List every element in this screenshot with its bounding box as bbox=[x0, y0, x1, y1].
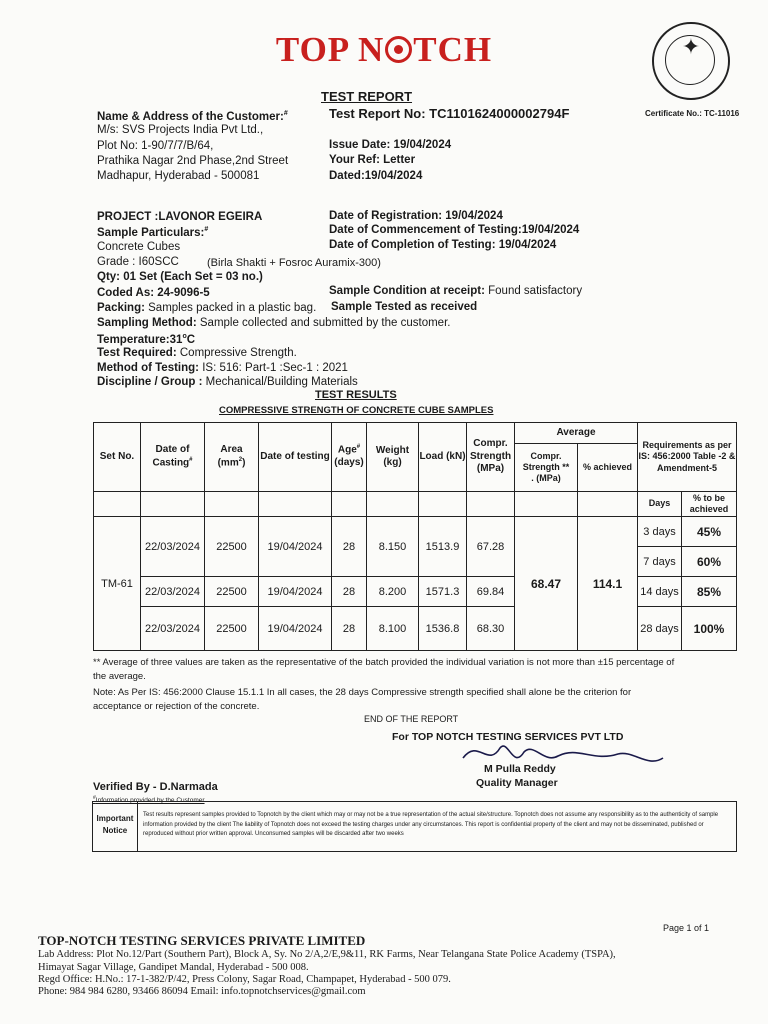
row-weight: 8.150 bbox=[367, 517, 419, 577]
notice-text: Test results represent samples provided to Topnotch by the client which may or may not be a true representation of the actual site/structure. Topnotch does not assume any responsibility as to the authenticity of sample information provided by the client The liability of Topnotch does not exceed the testing charges under any circumstances. This report is confidential property of the client and may not be disseminated, published or reproduced without prior written approval. Unconsumed samples will be discarded after two weeks bbox=[143, 812, 719, 837]
average-note: ** Average of three values are taken as the representative of the batch provided the individual variation is not more than ±15 percentage of bbox=[93, 657, 675, 668]
req-days: 7 days bbox=[638, 547, 682, 577]
note-line-2: acceptance or rejection of the concrete. bbox=[93, 701, 260, 712]
results-subheading: COMPRESSIVE STRENGTH OF CONCRETE CUBE SAMPLES bbox=[219, 405, 494, 416]
req-pct: 85% bbox=[682, 577, 737, 607]
customer-line: Madhapur, Hyderabad - 500081 bbox=[97, 170, 260, 182]
row-load: 1513.9 bbox=[419, 517, 467, 577]
date-completion: Date of Completion of Testing: 19/04/2024 bbox=[329, 239, 557, 251]
row-casting: 22/03/2024 bbox=[141, 577, 205, 607]
customer-line: Plot No: 1-90/7/7/B/64, bbox=[97, 140, 214, 152]
footer-contact: Phone: 984 984 6280, 93466 86094 Email: info.topnotchservices@gmail.com bbox=[38, 986, 366, 997]
header-area: Area $(mm^2)$ bbox=[205, 423, 259, 492]
method-of-testing: Method of Testing: IS: 516: Part-1 :Sec-1 : 2021 bbox=[97, 362, 348, 374]
results-table bbox=[93, 422, 737, 651]
discipline: Discipline / Group : Mechanical/Building Materials bbox=[97, 376, 358, 388]
certificate-number: Certificate No.: TC-11016 bbox=[645, 109, 740, 118]
header-average: Average bbox=[515, 423, 638, 444]
results-heading: TEST RESULTS bbox=[315, 389, 397, 401]
grade-detail: (Birla Shakti + Fosroc Auramix-300) bbox=[207, 257, 381, 269]
packing: Packing: Samples packed in a plastic bag. bbox=[97, 302, 317, 314]
temperature: Temperature:31$^o$C bbox=[97, 333, 196, 346]
header-requirements: Requirements as per IS: 456:2000 Table -2 & Amendment-5 bbox=[638, 423, 737, 492]
row-area: 22500 bbox=[205, 607, 259, 651]
verified-by: Verified By - D.Narmada bbox=[93, 781, 218, 793]
note-line: Note: As Per IS: 456:2000 Clause 15.1.1 In all cases, the 28 days Compressive strength specified shall alone be the criterion for bbox=[93, 687, 632, 698]
row-testing: 19/04/2024 bbox=[259, 577, 332, 607]
report-number: Test Report No: TC1101624000002794F bbox=[329, 106, 570, 121]
row-strength: 69.84 bbox=[467, 577, 515, 607]
header-load: Load (kN) bbox=[419, 423, 467, 492]
customer-line: Prathika Nagar 2nd Phase,2nd Street bbox=[97, 155, 289, 167]
grade: Grade : I60SCC bbox=[97, 256, 179, 268]
date-registration: Date of Registration: 19/04/2024 bbox=[329, 210, 503, 222]
your-ref: Your Ref: Letter bbox=[329, 154, 416, 166]
sample-condition: Sample Condition at receipt: Found satisfactory bbox=[329, 285, 583, 297]
test-required: Test Required: Compressive Strength. bbox=[97, 347, 297, 359]
date-commencement: Date of Commencement of Testing:19/04/2024 bbox=[329, 224, 580, 236]
logo-text-right: TCH bbox=[413, 30, 493, 69]
row-testing: 19/04/2024 bbox=[259, 517, 332, 577]
row-area: 22500 bbox=[205, 577, 259, 607]
req-days: 3 days bbox=[638, 517, 682, 547]
header-age: Age# (days) bbox=[332, 423, 367, 492]
header-avg-strength: Compr. Strength ** . (MPa) bbox=[515, 444, 578, 492]
logo-text-left: TOP N bbox=[275, 30, 385, 69]
info-note: #Information provided by the Customer bbox=[93, 795, 205, 805]
row-age: 28 bbox=[332, 517, 367, 577]
accreditation-seal-icon: ✦ bbox=[652, 22, 730, 100]
row-casting: 22/03/2024 bbox=[141, 607, 205, 651]
average-note-2: the average. bbox=[93, 671, 146, 682]
header-weight: Weight (kg) bbox=[367, 423, 419, 492]
row-strength: 68.30 bbox=[467, 607, 515, 651]
row-weight: 8.200 bbox=[367, 577, 419, 607]
customer-label: Name & Address of the Customer:# bbox=[97, 110, 288, 123]
coded-as: Coded As: 24-9096-5 bbox=[97, 287, 210, 299]
header-days: Days bbox=[638, 492, 682, 517]
sample-tested-as: Sample Tested as received bbox=[331, 301, 478, 313]
row-age: 28 bbox=[332, 577, 367, 607]
row-testing: 19/04/2024 bbox=[259, 607, 332, 651]
footer-lab-address-2: Himayat Sagar Village, Gandipet Mandal, Hyderabad - 500 008. bbox=[38, 962, 309, 973]
important-notice bbox=[92, 801, 737, 852]
customer-line: M/s: SVS Projects India Pvt Ltd., bbox=[97, 124, 264, 136]
ref-dated: Dated:19/04/2024 bbox=[329, 170, 423, 182]
row-area: 22500 bbox=[205, 517, 259, 577]
signatory-name: M Pulla Reddy bbox=[484, 763, 556, 775]
header-set-no: Set No. bbox=[94, 423, 141, 492]
report-title: TEST REPORT bbox=[321, 89, 413, 104]
footer-regd-office: Regd Office: H.No.: 17-1-382/P/42, Press Colony, Sagar Road, Champapet, Hyderabad - 500 079. bbox=[38, 974, 451, 985]
logo-gear-icon bbox=[385, 36, 412, 63]
req-pct: 45% bbox=[682, 517, 737, 547]
header-strength: Compr. Strength (MPa) bbox=[467, 423, 515, 492]
row-load: 1536.8 bbox=[419, 607, 467, 651]
footer-company: TOP-NOTCH TESTING SERVICES PRIVATE LIMITED bbox=[38, 933, 366, 948]
avg-achieved: 114.1 bbox=[578, 517, 638, 651]
page-number: Page 1 of 1 bbox=[663, 923, 710, 933]
footer-lab-address: Lab Address: Plot No.12/Part (Southern Part), Block A, Sy. No 2/A,2/E,9&11, RK Farms, Near Telangana State Police Academy (TSPA), bbox=[38, 949, 616, 960]
issue-date: Issue Date: 19/04/2024 bbox=[329, 139, 452, 151]
req-pct: 60% bbox=[682, 547, 737, 577]
header-date-casting: Date of Casting# bbox=[141, 423, 205, 492]
row-casting: 22/03/2024 bbox=[141, 517, 205, 577]
sample-particulars-label: Sample Particulars:# bbox=[97, 226, 209, 239]
project-name: PROJECT :LAVONOR EGEIRA bbox=[97, 211, 263, 223]
req-days: 14 days bbox=[638, 577, 682, 607]
notice-label: Important Notice bbox=[93, 802, 138, 851]
quantity: Qty: 01 Set (Each Set = 03 no.) bbox=[97, 271, 263, 283]
signoff-for: For TOP NOTCH TESTING SERVICES PVT LTD bbox=[392, 731, 624, 743]
req-pct: 100% bbox=[682, 607, 737, 651]
req-days: 28 days bbox=[638, 607, 682, 651]
row-weight: 8.100 bbox=[367, 607, 419, 651]
header-achieved: % achieved bbox=[578, 444, 638, 492]
row-strength: 67.28 bbox=[467, 517, 515, 577]
sample-particulars-value: Concrete Cubes bbox=[97, 241, 181, 253]
row-load: 1571.3 bbox=[419, 577, 467, 607]
avg-strength: 68.47 bbox=[515, 517, 578, 651]
signatory-designation: Quality Manager bbox=[476, 777, 558, 789]
sampling-method: Sampling Method: Sample collected and submitted by the customer. bbox=[97, 317, 451, 329]
end-of-report: END OF THE REPORT bbox=[364, 714, 459, 724]
header-pct-be: % to be achieved bbox=[682, 492, 737, 517]
header-date-testing: Date of testing bbox=[259, 423, 332, 492]
set-number: TM-61 bbox=[94, 517, 141, 651]
row-age: 28 bbox=[332, 607, 367, 651]
